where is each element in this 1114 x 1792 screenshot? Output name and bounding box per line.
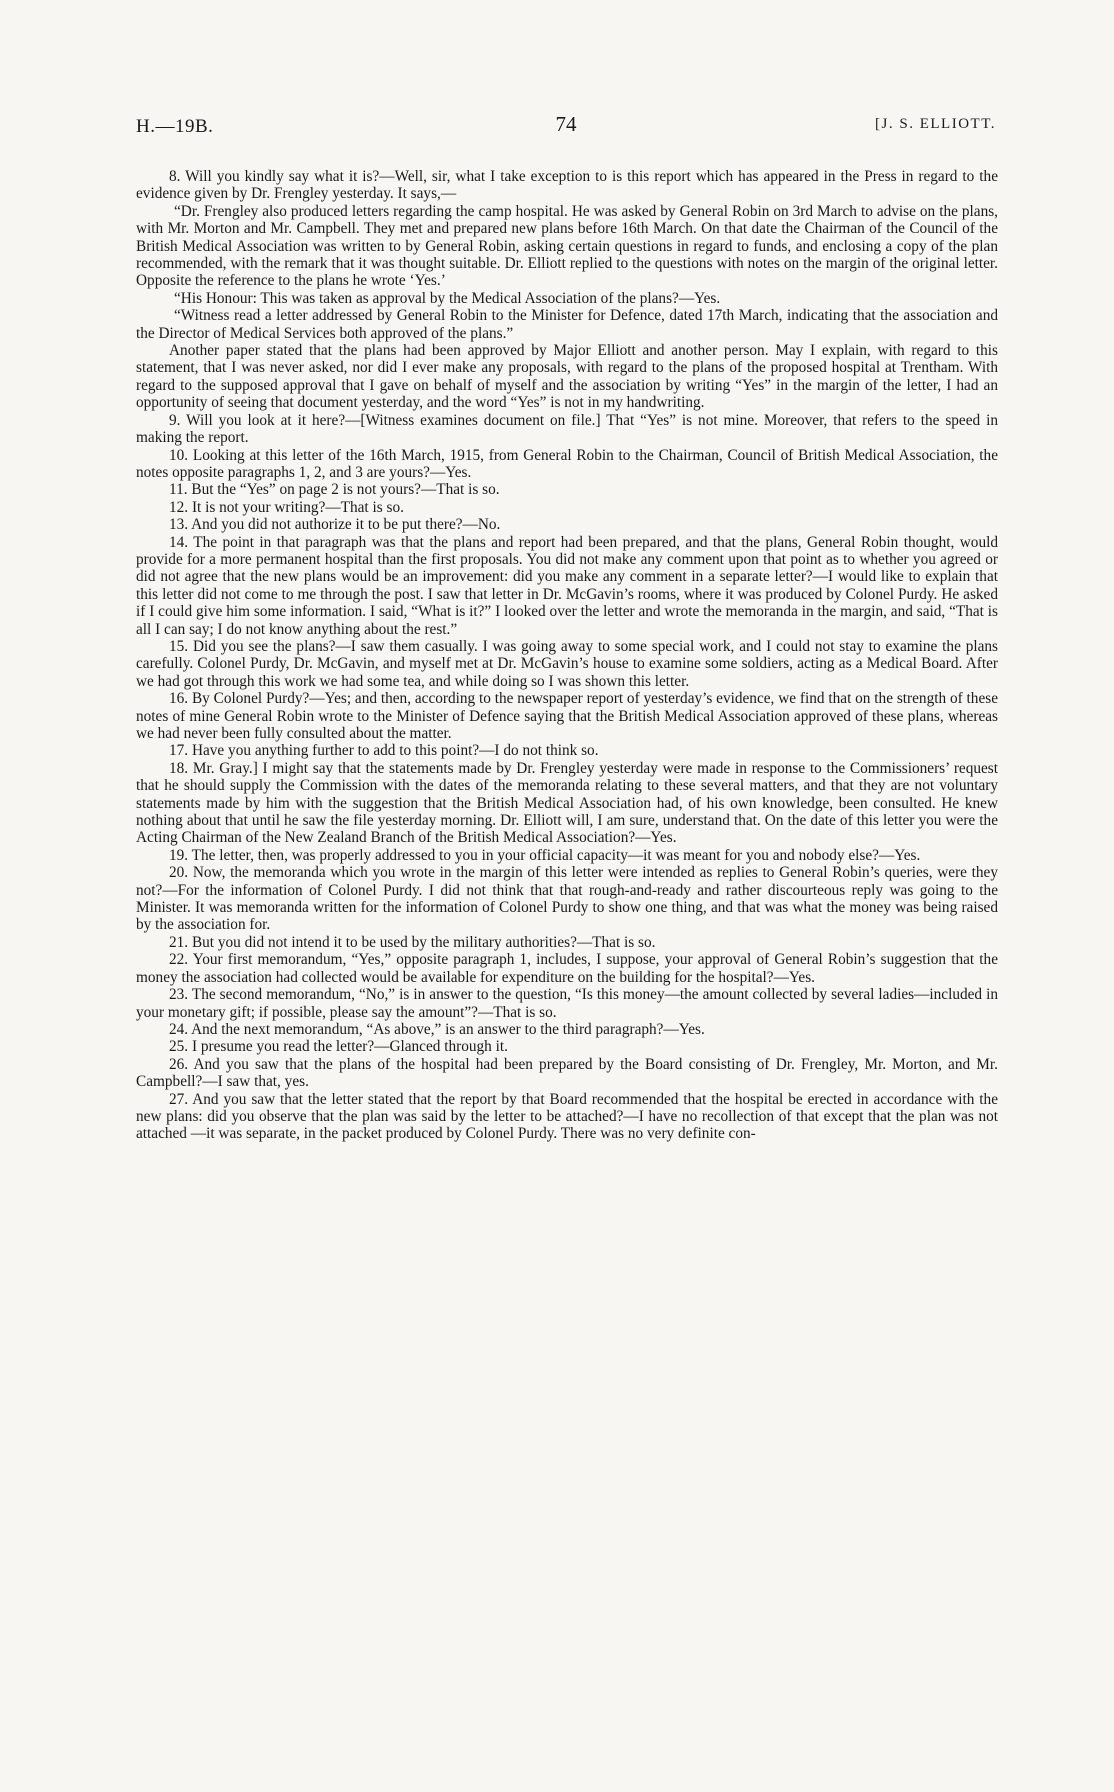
paragraph: 22. Your first memorandum, “Yes,” opposite paragraph 1, includes, I suppose, your approval of General Robin’s suggestion that the money the association had collected would be available for expenditure on the building for the hospital?—Yes. [136, 951, 998, 986]
paragraph: 12. It is not your writing?—That is so. [169, 498, 404, 516]
paragraph: 26. And you saw that the plans of the hospital had been prepared by the Board consisting of Dr. Frengley, Mr. Morton, and Mr. Campbell?—I saw that, yes. [136, 1055, 998, 1091]
page-number: 74 [555, 112, 577, 136]
paragraph: 27. And you saw that the letter stated that the report by that Board recommended that the hospital be erected in accordance with the new plans: did you observe that the plan was said by the letter to be attached?—I have no recollection of that except that the plan was not attached —it was separate, in the packet produced by Colonel Purdy. There was no very definite con- [136, 1090, 998, 1143]
quoted-paragraph: “Witness read a letter addressed by General Robin to the Minister for Defence, dated 17th March, indicating that the association and the Director of Medical Services both approved of the plans.” [136, 307, 998, 342]
paragraph: Another paper stated that the plans had been approved by Major Elliott and another person. May I explain, with regard to this statement, that I was never asked, nor did I ever make any proposals, with regard to the plans of the proposed hospital at Trentham. With regard to the supposed approval that I gave on behalf of myself and the association by writing “Yes” in the margin of the letter, I had an opportunity of seeing that document yesterday, and the word “Yes” is not in my handwriting. [136, 342, 998, 412]
paragraph: 18. Mr. Gray.] I might say that the statements made by Dr. Frengley yesterday were made in response to the Commissioners’ request that he should supply the Commission with the dates of the memoranda relating to these several matters, and that they are not voluntary statements made by him with the suggestion that the British Medical Association had, of his own knowledge, been consulted. He knew nothing about that until he saw the file yesterday morning. Dr. Elliott will, I am sure, understand that. On the date of this letter you were the Acting Chairman of the New Zealand Branch of the British Medical Association?—Yes. [136, 759, 998, 847]
paragraph: 14. The point in that paragraph was that the plans and report had been prepared, and that the plans, General Robin thought, would provide for a more permanent hospital than the first proposals. You did not make any comment upon that point as to whether you agreed or did not agree that the new plans would be an improvement: did you make any comment in a separate letter?—I would like to explain that this letter did not come to me through the post. I saw that letter in Dr. McGavin’s rooms, where it was produced by Colonel Purdy. He asked if I could give him some information. I said, “What is it?” I looked over the letter and wrote the memoranda in the margin, and said, “That is all I can say; I do not know anything about the rest.” [136, 533, 998, 638]
paragraph: 19. The letter, then, was properly addressed to you in your official capacity—it was meant for you and nobody else?—Yes. [169, 846, 921, 864]
paragraph: 23. The second memorandum, “No,” is in answer to the question, “Is this money—the amount collected by several ladies—included in your monetary gift; if possible, please say the amount”?—That is so. [136, 986, 998, 1021]
paragraph: 21. But you did not intend it to be used by the military authorities?—That is so. [169, 933, 656, 951]
paragraph: 17. Have you anything further to add to this point?—I do not think so. [169, 742, 599, 760]
paragraph: 9. Will you look at it here?—[Witness examines document on file.] That “Yes” is not mine. Moreover, that refers to the speed in making the report. [136, 411, 998, 447]
paragraph: 25. I presume you read the letter?—Glanced through it. [169, 1038, 508, 1056]
report-code: H.—19B. [136, 116, 214, 137]
paragraph: 8. Will you kindly say what it is?—Well, sir, what I take exception to is this report which has appeared in the Press in regard to the evidence given by Dr. Frengley yesterday. It says,— [136, 168, 998, 203]
paragraph: 13. And you did not authorize it to be put there?—No. [169, 516, 501, 534]
paragraph: 20. Now, the memoranda which you wrote in the margin of this letter were intended as replies to General Robin’s queries, were they not?—For the information of Colonel Purdy. I did not think that that rough-and-ready and rather discourteous reply was going to the Minister. It was memoranda written for the information of Colonel Purdy to show one thing, and that was what the money was being raised by the association for. [136, 864, 998, 934]
paragraph: 15. Did you see the plans?—I saw them casually. I was going away to some special work, and I could not stay to examine the plans carefully. Colonel Purdy, Dr. McGavin, and myself met at Dr. McGavin’s house to examine some soldiers, acting as a Medical Board. After we had got through this work we had some tea, and while doing so I was shown this letter. [136, 637, 998, 690]
paragraph: 11. But the “Yes” on page 2 is not yours?—That is so. [169, 481, 500, 499]
paragraph: 24. And the next memorandum, “As above,” is an answer to the third paragraph?—Yes. [169, 1020, 705, 1038]
evidence-text [136, 168, 998, 1143]
page-header [136, 112, 996, 144]
paragraph: 10. Looking at this letter of the 16th March, 1915, from General Robin to the Chairman, Council of British Medical Association, the notes opposite paragraphs 1, 2, and 3 are yours?—Yes. [136, 446, 998, 481]
quoted-paragraph: “His Honour: This was taken as approval by the Medical Association of the plans?—Yes. [174, 289, 721, 307]
witness-name: [J. S. ELLIOTT. [875, 116, 996, 132]
paragraph: 16. By Colonel Purdy?—Yes; and then, according to the newspaper report of yesterday’s evidence, we find that on the strength of these notes of mine General Robin wrote to the Minister of Defence saying that the British Medical Association approved of these plans, whereas we had never been fully consulted about the matter. [136, 690, 998, 742]
quoted-paragraph: “Dr. Frengley also produced letters regarding the camp hospital. He was asked by General Robin on 3rd March to advise on the plans, with Mr. Morton and Mr. Campbell. They met and prepared new plans before 16th March. On that date the Chairman of the Council of the British Medical Association was written to by General Robin, asking certain questions in regard to funds, and enclosing a copy of the plan recommended, with the remark that it was thought suitable. Dr. Elliott replied to the questions with notes on the margin of the original letter. Opposite the reference to the plans he wrote ‘Yes.’ [136, 202, 998, 290]
